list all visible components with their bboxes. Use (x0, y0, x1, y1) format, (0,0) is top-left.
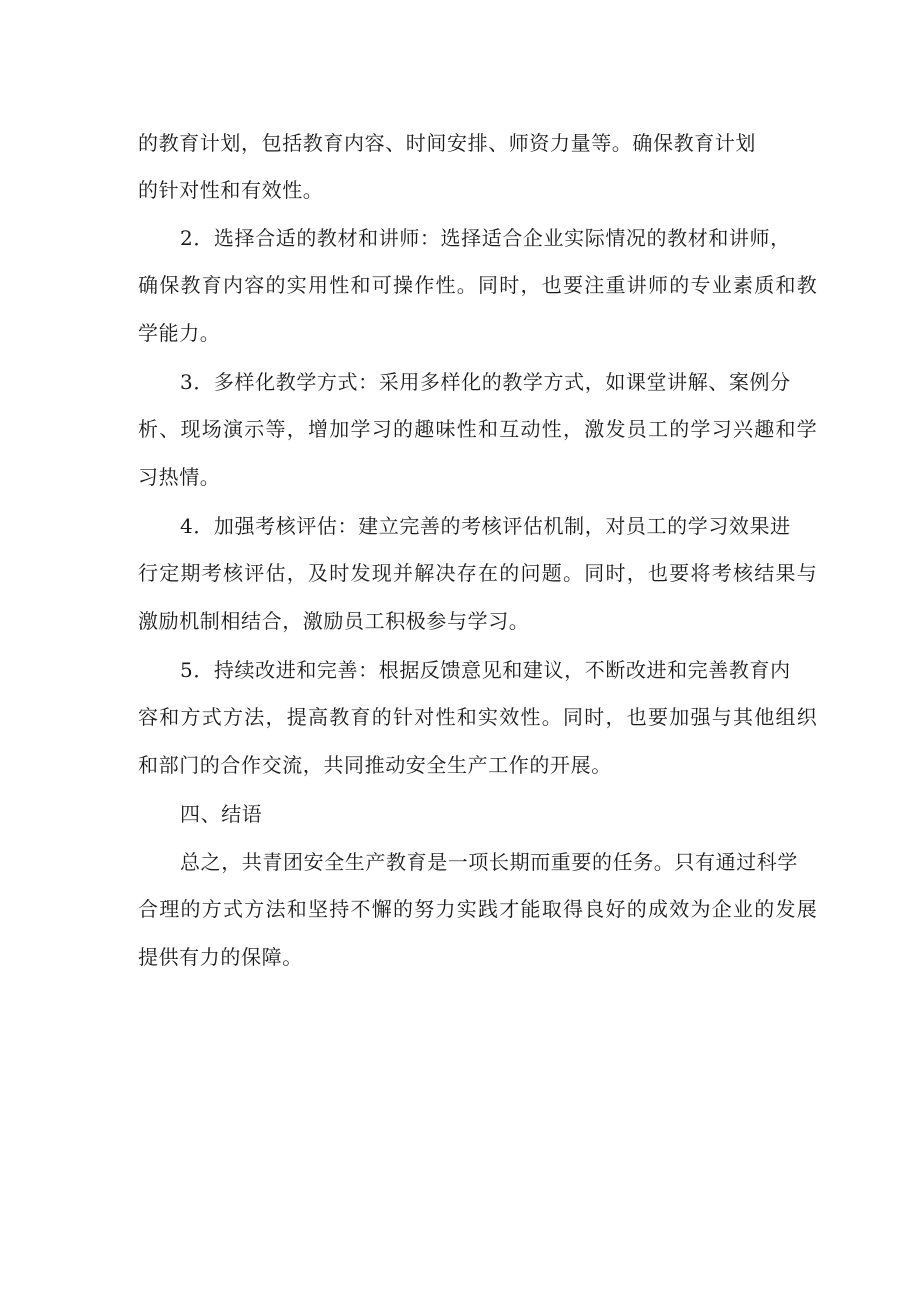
conclusion-line: 总之，共青团安全生产教育是一项长期而重要的任务。只有通过科学 (180, 850, 798, 874)
conclusion-line: 提供有力的保障。 (138, 945, 303, 969)
section-heading: 四、结语 (180, 802, 263, 826)
paragraph-line: 的教育计划，包括教育内容、时间安排、师资力量等。确保教育计划 (138, 131, 756, 155)
list-item-line: 激励机制相结合，激励员工积极参与学习。 (138, 609, 530, 633)
list-item-line: 行定期考核评估，及时发现并解决存在的问题。同时，也要将考核结果与 (138, 561, 818, 585)
list-item-line: 和部门的合作交流，共同推动安全生产工作的开展。 (138, 753, 612, 777)
list-item-line: 4．加强考核评估：建立完善的考核评估机制，对员工的学习效果进 (180, 514, 791, 538)
paragraph-line: 的针对性和有效性。 (138, 178, 324, 202)
list-item-line: 5．持续改进和完善：根据反馈意见和建议，不断改进和完善教育内 (180, 658, 791, 682)
list-item-line: 习热情。 (138, 465, 221, 489)
conclusion-line: 合理的方式方法和坚持不懈的努力实践才能取得良好的成效为企业的发展 (138, 897, 818, 921)
list-item-line: 析、现场演示等，增加学习的趣味性和互动性，激发员工的学习兴趣和学 (138, 417, 818, 441)
list-item-line: 容和方式方法，提高教育的针对性和实效性。同时，也要加强与其他组织 (138, 705, 818, 729)
list-item-line: 2．选择合适的教材和讲师：选择适合企业实际情况的教材和讲师， (180, 226, 791, 250)
list-item-line: 3．多样化教学方式：采用多样化的教学方式，如课堂讲解、案例分 (180, 370, 791, 394)
list-item-line: 确保教育内容的实用性和可操作性。同时，也要注重讲师的专业素质和教 (138, 273, 818, 297)
list-item-line: 学能力。 (138, 321, 221, 345)
